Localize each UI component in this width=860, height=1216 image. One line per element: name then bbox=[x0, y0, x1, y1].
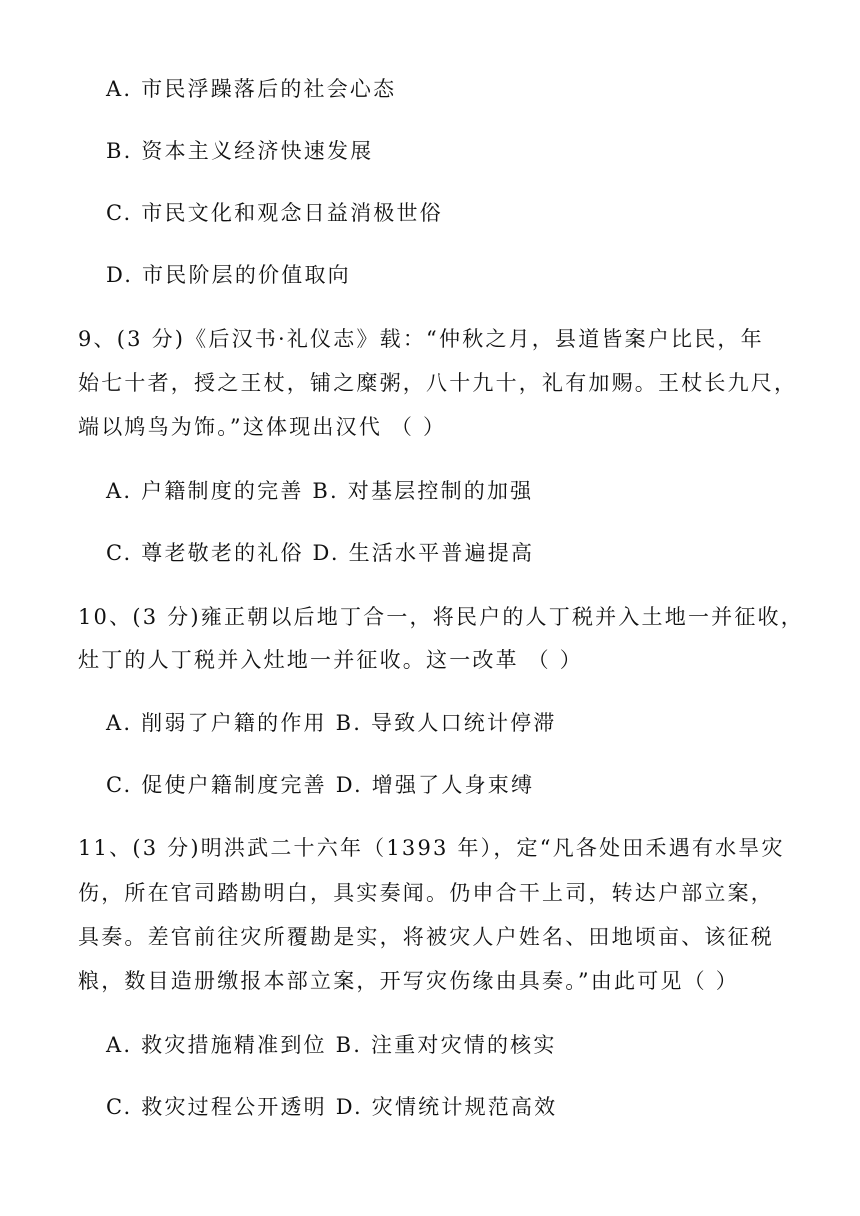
q10-options-ab: A. 削弱了户籍的作用 B. 导致人口统计停滞 bbox=[106, 711, 557, 735]
q11-stem-line-4: 粮，数目造册缴报本部立案，开写灾伤缘由具奏。”由此可见（ ） bbox=[78, 969, 739, 993]
q11-stem-line-2: 伤，所在官司踏勘明白，具实奏闻。仍申合干上司，转达户部立案， bbox=[78, 881, 774, 905]
q9-stem-line-3: 端以鸠鸟为饰。”这体现出汉代 （ ） bbox=[78, 415, 447, 439]
q11-options-cd: C. 救灾过程公开透明 D. 灾情统计规范高效 bbox=[106, 1095, 558, 1119]
q8-option-d: D. 市民阶层的价值取向 bbox=[106, 263, 351, 287]
q8-option-a: A. 市民浮躁落后的社会心态 bbox=[106, 77, 397, 101]
q10-stem-line-1: 10、(3 分)雍正朝以后地丁合一，将民户的人丁税并入土地一并征收， bbox=[78, 605, 804, 629]
q10-options-cd: C. 促使户籍制度完善 D. 增强了人身束缚 bbox=[106, 773, 535, 797]
q9-options-ab: A. 户籍制度的完善 B. 对基层控制的加强 bbox=[106, 479, 534, 503]
q8-option-c: C. 市民文化和观念日益消极世俗 bbox=[106, 201, 443, 225]
q11-stem-line-3: 具奏。差官前往灾所覆勘是实，将被灾人户姓名、田地顷亩、该征税 bbox=[78, 925, 774, 949]
q9-stem-line-2: 始七十者，授之王杖，铺之糜粥，八十九十，礼有加赐。王杖长九尺， bbox=[78, 371, 798, 395]
q9-stem-line-1: 9、(3 分)《后汉书·礼仪志》载：“仲秋之月，县道皆案户比民，年 bbox=[78, 327, 764, 351]
q9-options-cd: C. 尊老敬老的礼俗 D. 生活水平普遍提高 bbox=[106, 541, 535, 565]
q10-stem-line-2: 灶丁的人丁税并入灶地一并征收。这一改革 （ ） bbox=[78, 648, 583, 672]
q8-option-b: B. 资本主义经济快速发展 bbox=[106, 139, 374, 163]
q11-stem-line-1: 11、(3 分)明洪武二十六年（1393 年），定“凡各处田禾遇有水旱灾 bbox=[78, 836, 785, 860]
q11-options-ab: A. 救灾措施精准到位 B. 注重对灾情的核实 bbox=[106, 1033, 557, 1057]
